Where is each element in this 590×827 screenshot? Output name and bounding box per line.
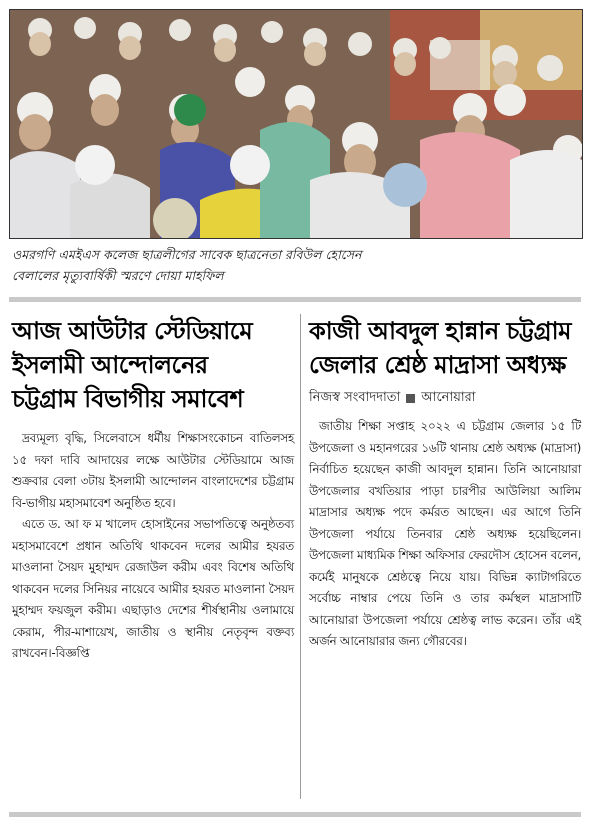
photo-caption <box>12 244 582 286</box>
right-article <box>309 314 581 653</box>
left-article <box>12 314 294 665</box>
right-headline <box>309 314 581 382</box>
byline-reporter: নিজস্ব সংবাদদাতা <box>309 390 401 405</box>
right-article-body <box>309 416 581 653</box>
right-paragraph-1: জাতীয় শিক্ষা সপ্তাহ ২০২২ এ চট্টগ্রাম জেলার ১৫ টি উপজেলা ও মহানগরের ১৬টি থানায় শ্রেষ্ঠ অধ্যক্ষ (মাদ্রাসা) নির্বাচিত হয়েছেন কাজী আবদুল হান্নান। তিনি আনোয়ারা উপজেলার বখতিয়ার পাড়া চারপীর আউলিয়া আলিম মাদ্রাসার অধ্যক্ষ পদে কর্মরত আছেন। এর আগে তিনি উপজেলা পর্যায়ে তিনবার শ্রেষ্ঠ অধ্যক্ষ হয়েছিলেন। উপজেলা মাধ্যমিক শিক্ষা অফিসার ফেরদৌস হোসেন বলেন, কর্মেই মানুষকে শ্রেষ্ঠত্বে নিয়ে যায়। বিভিন্ন ক্যাটাগরিতে সর্বোচ্চ নাম্বার পেয়ে তিনি ও তার কর্মস্থল মাদ্রাসাটি আনোয়ারা উপজেলা পর্যায়ে শ্রেষ্ঠত্ব লাভ করেন। তাঁর এই অর্জন আনোয়ারার জন্য গৌরবের। <box>309 419 581 648</box>
top-divider <box>9 297 581 302</box>
left-paragraph-2: এতে ড. আ ফ ম খালেদ হোসাইনের সভাপতিত্বে অনুষ্ঠতব্য মহাসমাবেশে প্রধান অতিথি থাকবেন দলের আমীর হযরত মাওলানা সৈয়দ মুহাম্মদ রেজাউল করীম এবং বিশেষ অতিথি থাকবেন দলের সিনিয়র নায়েবে আমীর হযরত মাওলানা সৈয়দ মুহাম্মদ ফয়জুল করীম। এছাড়াও দেশের শীর্ষস্থানীয় ওলামায়ে কেরাম, পীর-মাশায়েখ, জাতীয় ও স্থানীয় নেতৃবৃন্দ বক্তব্য রাখবেন।-বিজ্ঞপ্তি <box>12 517 294 660</box>
byline-location: আনোয়ারা <box>421 390 476 405</box>
byline <box>309 388 581 408</box>
left-article-body <box>12 428 294 665</box>
left-headline-line-1: আজ আউটার স্টেডিয়ামে <box>12 317 253 345</box>
group-prayer-photo-icon <box>10 10 582 238</box>
right-headline-line-1: কাজী আবদুল হান্নান চট্টগ্রাম <box>309 317 571 345</box>
left-headline-line-3: চট্টগ্রাম বিভাগীয় সমাবেশ <box>12 385 244 413</box>
news-photo <box>9 9 583 239</box>
right-headline-line-2: জেলার শ্রেষ্ঠ মাদ্রাসা অধ্যক্ষ <box>309 351 566 379</box>
bottom-divider <box>9 812 581 817</box>
square-bullet-icon <box>406 394 415 403</box>
left-paragraph-1: দ্রব্যমূল্য বৃদ্ধি, সিলেবাসে ধর্মীয় শিক্ষাসংকোচন বাতিলসহ ১৫ দফা দাবি আদায়ের লক্ষে আউটার স্টেডিয়ামে আজ শুক্রবার বেলা ৩টায় ইসলামী আন্দোলন বাংলাদেশের চট্টগ্রাম বি-ভাগীয় মহাসমাবেশ অনুষ্ঠিত হবে। <box>12 431 294 510</box>
caption-line-1: ওমরগণি এমইএস কলেজ ছাত্রলীগের সাবেক ছাত্রনেতা রবিউল হোসেন <box>12 247 362 262</box>
left-headline <box>12 314 294 416</box>
left-headline-line-2: ইসলামী আন্দোলনের <box>12 351 208 379</box>
caption-line-2: বেলালের মৃত্যুবার্ষিকী স্মরণে দোয়া মাহফিল <box>12 268 224 283</box>
column-divider <box>300 314 301 799</box>
